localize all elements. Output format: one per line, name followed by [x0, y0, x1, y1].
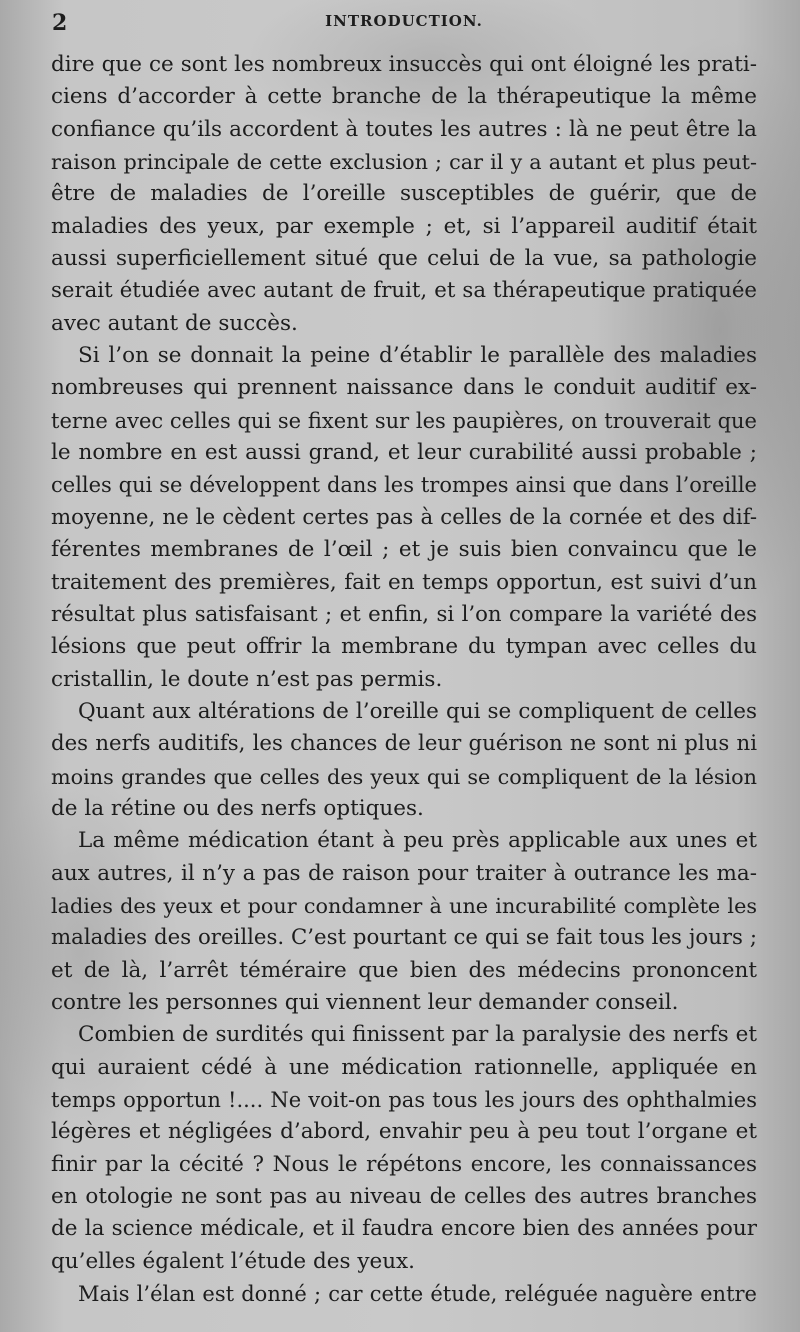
text-line: maladies des yeux, par exemple ; et, si l’appareil auditif était — [51, 213, 757, 239]
text-line: confiance qu’ils accordent à toutes les autres : là ne peut être la — [51, 116, 757, 142]
text-line: légères et négligées d’abord, envahir peu à peu tout l’organe et — [51, 1119, 757, 1145]
text-line: de la science médicale, et il faudra encore bien des années pour — [51, 1216, 757, 1242]
text-line: férentes membranes de l’œil ; et je suis bien convaincu que le — [51, 537, 757, 563]
text-line: traitement des premières, fait en temps opportun, est suivi d’un — [51, 569, 757, 595]
page-number: 2 — [52, 10, 68, 36]
text-line: aussi superficiellement situé que celui de la vue, sa pathologie — [51, 246, 757, 272]
text-line: La même médication étant à peu près applicable aux unes et — [78, 828, 757, 854]
text-line: Mais l’élan est donné ; car cette étude, reléguée naguère entre — [78, 1282, 757, 1307]
text-line: ladies des yeux et pour condamner à une incurabilité complète les — [51, 893, 757, 918]
text-line: contre les personnes qui viennent leur demander conseil. — [51, 989, 679, 1015]
text-line: finir par la cécité ? Nous le répétons encore, les connaissances — [51, 1151, 757, 1177]
text-line: serait étudiée avec autant de fruit, et sa thérapeutique pratiquée — [51, 278, 757, 304]
text-line: qu’elles égalent l’étude des yeux. — [51, 1248, 416, 1274]
text-line: Quant aux altérations de l’oreille qui se compliquent de celles — [78, 698, 757, 724]
text-line: être de maladies de l’oreille susceptibles de guérir, que de — [51, 181, 757, 207]
text-line: dire que ce sont les nombreux insuccès qui ont éloigné les prati- — [51, 52, 757, 77]
text-line: en otologie ne sont pas au niveau de celles des autres branches — [51, 1184, 757, 1210]
text-line: raison principale de cette exclusion ; car il y a autant et plus peut- — [51, 150, 757, 175]
text-line: celles qui se développent dans les trompes ainsi que dans l’oreille — [51, 473, 757, 498]
text-line: des nerfs auditifs, les chances de leur guérison ne sont ni plus ni — [51, 731, 757, 757]
text-line: temps opportun !.... Ne voit-on pas tous les jours des ophthalmies — [51, 1088, 757, 1112]
text-line: nombreuses qui prennent naissance dans le conduit auditif ex- — [51, 375, 757, 401]
text-line: maladies des oreilles. C’est pourtant ce qui se fait tous les jours ; — [51, 925, 757, 951]
text-line: terne avec celles qui se fixent sur les paupières, on trouverait que — [51, 408, 757, 433]
text-line: de la rétine ou des nerfs optiques. — [51, 795, 424, 821]
text-line: avec autant de succès. — [51, 310, 298, 336]
text-line: aux autres, il n’y a pas de raison pour traiter à outrance les ma- — [51, 860, 757, 886]
text-line: Combien de surdités qui finissent par la paralysie des nerfs et — [78, 1022, 757, 1048]
text-line: et de là, l’arrêt téméraire que bien des médecins prononcent — [51, 957, 757, 983]
text-line: qui auraient cédé à une médication rationnelle, appliquée en — [51, 1054, 757, 1080]
text-line: le nombre en est aussi grand, et leur curabilité aussi probable ; — [51, 440, 757, 466]
page-header — [52, 6, 756, 36]
text-line: résultat plus satisfaisant ; et enfin, si l’on compare la variété des — [51, 601, 757, 627]
text-line: ciens d’accorder à cette branche de la thérapeutique la même — [51, 84, 757, 110]
body-text — [51, 49, 757, 1310]
text-line: lésions que peut offrir la membrane du tympan avec celles du — [51, 634, 757, 660]
text-line: moins grandes que celles des yeux qui se compliquent de la lésion — [51, 764, 757, 789]
text-line: moyenne, ne le cèdent certes pas à celles de la cornée et des dif- — [51, 504, 757, 530]
text-line: cristallin, le doute n’est pas permis. — [51, 666, 443, 692]
text-line: Si l’on se donnait la peine d’établir le parallèle des maladies — [78, 343, 757, 369]
running-head: INTRODUCTION. — [325, 12, 483, 30]
